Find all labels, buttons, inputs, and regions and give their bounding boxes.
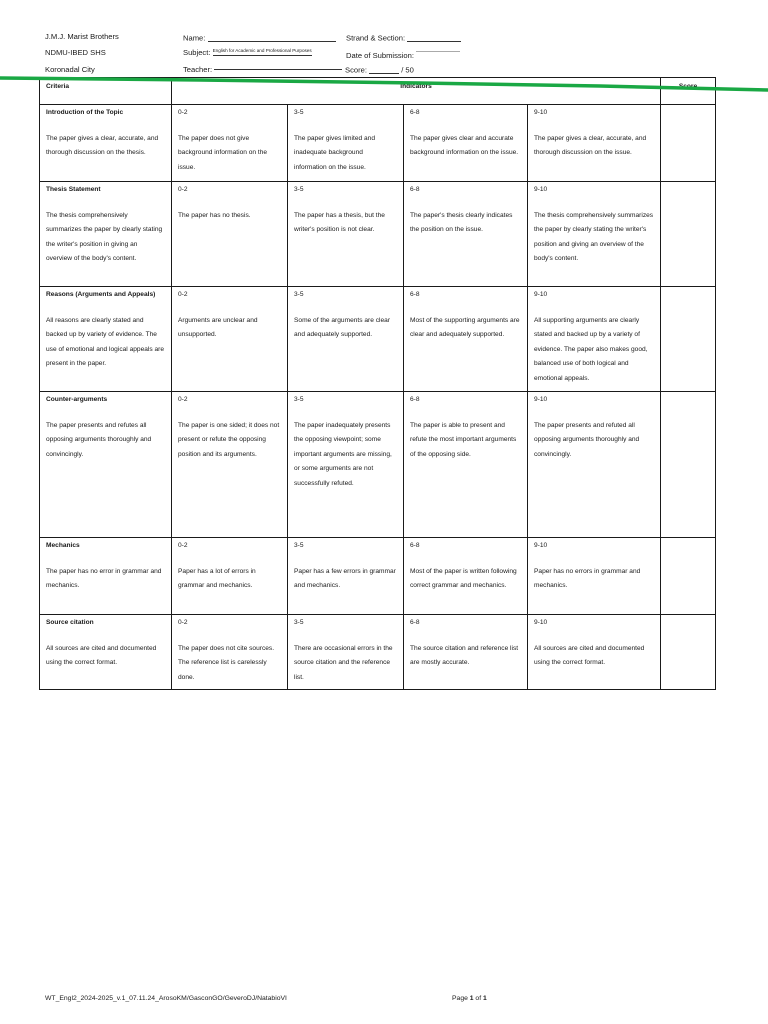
criteria-cell [40,538,172,615]
indicator-range: 6-8 [410,291,420,298]
criteria-description: All reasons are clearly stated and backed up by variety of evidence. The use of emotional and logical appeals are present in the paper. [46,316,165,367]
cell-spacer [46,303,165,314]
indicator-range: 0-2 [178,291,188,298]
cell-spacer [534,121,654,132]
name-label: Name: [183,33,206,43]
cell-spacer [534,198,654,209]
indicator-text: Most of the supporting arguments are clear and adequately supported. [410,316,520,338]
date-field[interactable] [346,49,460,60]
criteria-cell [40,105,172,182]
indicator-text: The paper does not cite sources. The reference list is carelessly done. [178,644,275,681]
cell-spacer [294,303,397,314]
date-label: Date of Submission: [346,51,414,60]
rubric-row [40,287,716,392]
indicator-cell [172,392,288,538]
name-blank[interactable] [208,33,336,42]
rubric-row [40,105,716,182]
criteria-description: The paper presents and refutes all opposing arguments thoroughly and convincingly. [46,421,152,458]
strand-blank[interactable] [407,33,461,42]
cell-spacer [178,631,281,642]
indicator-text: Paper has no errors in grammar and mechanics. [534,567,641,589]
school-city: Koronadal City [45,65,95,74]
cell-spacer [534,408,654,419]
cell-spacer [410,554,521,565]
indicator-text: The paper gives a clear, accurate, and thorough discussion on the issue. [534,134,647,156]
page-total: 1 [483,995,487,1002]
cell-spacer [46,121,165,132]
indicator-cell [288,182,404,287]
cell-spacer [294,121,397,132]
cell-spacer [534,631,654,642]
indicator-text: The thesis comprehensively summarizes the paper by clearly stating the writer's position and giving an overview of the body's content. [534,211,654,262]
indicator-cell [404,182,528,287]
criteria-header: Criteria [40,78,172,105]
indicator-range: 6-8 [410,542,420,549]
criteria-title: Counter-arguments [46,396,108,403]
indicator-text: The paper presents and refuted all opposing arguments thoroughly and convincingly. [534,421,640,458]
indicator-text: The paper's thesis clearly indicates the position on the issue. [410,211,513,233]
page-number: 1 [469,995,474,1002]
cell-spacer [410,303,521,314]
indicator-text: The source citation and reference list are mostly accurate. [410,644,519,666]
indicator-cell [404,615,528,690]
criteria-cell [40,615,172,690]
cell-spacer [410,631,521,642]
page-of: of [473,995,483,1002]
rubric-table [39,77,716,690]
indicator-range: 3-5 [294,619,304,626]
teacher-label: Teacher: [183,65,213,74]
criteria-description: All sources are cited and documented using the correct format. [46,644,157,666]
indicator-range: 3-5 [294,109,304,116]
rubric-row [40,182,716,287]
indicator-text: All supporting arguments are clearly stated and backed up by a variety of evidence. The paper also makes good, balanced use of both logical and emotional appeals. [534,316,648,382]
indicator-range: 6-8 [410,619,420,626]
indicator-range: 0-2 [178,109,188,116]
indicator-range: 9-10 [534,619,548,626]
cell-spacer [410,198,521,209]
indicator-cell [288,287,404,392]
indicator-text: The paper gives clear and accurate background information on the issue. [410,134,519,156]
cell-spacer [178,121,281,132]
rubric-body [40,105,716,690]
criteria-title: Source citation [46,619,94,626]
indicator-cell [528,182,661,287]
criteria-cell [40,182,172,287]
indicator-range: 9-10 [534,396,548,403]
cell-spacer [46,631,165,642]
criteria-description: The thesis comprehensively summarizes the paper by clearly stating the writer's position in giving an overview of the body's content. [46,211,163,262]
rubric-row [40,615,716,690]
indicator-cell [528,392,661,538]
cell-spacer [410,408,521,419]
indicator-cell [404,287,528,392]
indicators-header: Indicators [172,78,661,105]
school-name: J.M.J. Marist Brothers [45,32,119,41]
score-label: Score: [345,65,367,75]
indicator-cell [172,182,288,287]
indicator-cell [288,392,404,538]
cell-spacer [178,554,281,565]
indicator-range: 6-8 [410,186,420,193]
rubric-row [40,392,716,538]
score-cell[interactable] [661,615,716,690]
name-field[interactable] [183,33,336,42]
indicator-text: The paper does not give background information on the issue. [178,134,268,171]
indicator-cell [528,105,661,182]
indicator-text: The paper has a thesis, but the writer's position is not clear. [294,211,385,233]
cell-spacer [46,408,165,419]
school-unit: NDMU-IBED SHS [45,48,106,57]
indicator-text: Paper has a lot of errors in grammar and mechanics. [178,567,256,589]
criteria-title: Thesis Statement [46,186,101,193]
cell-spacer [410,121,521,132]
page-indicator [452,995,487,1002]
indicator-text: The paper has no thesis. [178,211,251,219]
doc-code: WT_Engl2_2024-2025_v.1_07.11.24_ArosoKM/GasconGO/GeveroDJ/NatabioVI [45,995,287,1002]
teacher-field[interactable] [183,65,342,74]
indicator-range: 0-2 [178,542,188,549]
cell-spacer [294,554,397,565]
criteria-description: The paper has no error in grammar and mechanics. [46,567,162,589]
cell-spacer [534,554,654,565]
indicator-text: All sources are cited and documented using the correct format. [534,644,645,666]
indicator-cell [528,615,661,690]
strand-label: Strand & Section: [346,33,406,43]
indicator-text: There are occasional errors in the source citation and the reference list. [294,644,393,681]
cell-spacer [46,554,165,565]
cell-spacer [294,631,397,642]
indicator-text: The paper gives limited and inadequate background information on the issue. [294,134,376,171]
indicator-cell [404,105,528,182]
cell-spacer [294,198,397,209]
indicator-cell [404,392,528,538]
indicator-range: 3-5 [294,186,304,193]
strand-field[interactable] [346,33,461,42]
indicator-range: 6-8 [410,109,420,116]
rubric-row [40,538,716,615]
indicator-cell [528,287,661,392]
criteria-title: Introduction of the Topic [46,109,124,116]
criteria-cell [40,392,172,538]
indicator-range: 0-2 [178,396,188,403]
indicator-text: Some of the arguments are clear and adequately supported. [294,316,391,338]
date-blank[interactable] [416,49,460,52]
indicator-cell [288,538,404,615]
indicator-range: 0-2 [178,186,188,193]
score-field[interactable] [345,65,414,74]
indicator-text: The paper inadequately presents the opposing viewpoint; some important arguments are missing, or some arguments are not successfully refuted. [294,421,392,487]
score-cell[interactable] [661,105,716,182]
indicator-range: 0-2 [178,619,188,626]
criteria-title: Reasons (Arguments and Appeals) [46,291,156,298]
indicator-range: 9-10 [534,542,548,549]
indicator-range: 9-10 [534,291,548,298]
score-header: Score [661,78,716,105]
indicator-cell [288,105,404,182]
cell-spacer [178,303,281,314]
indicator-cell [528,538,661,615]
rubric-header-row [40,78,716,105]
score-cell[interactable] [661,538,716,615]
indicator-range: 3-5 [294,291,304,298]
indicator-cell [172,615,288,690]
criteria-description: The paper gives a clear, accurate, and thorough discussion on the thesis. [46,134,159,156]
subject-field [183,49,312,57]
page-prefix: Page [452,995,470,1002]
indicator-cell [288,615,404,690]
indicator-range: 9-10 [534,186,548,193]
indicator-range: 3-5 [294,396,304,403]
criteria-title: Mechanics [46,542,80,549]
indicator-cell [172,105,288,182]
indicator-text: The paper is one sided; it does not present or refute the opposing position and its arguments. [178,421,280,458]
score-blank[interactable] [369,65,399,74]
score-cell[interactable] [661,392,716,538]
criteria-cell [40,287,172,392]
indicator-text: Arguments are unclear and unsupported. [178,316,258,338]
indicator-cell [404,538,528,615]
indicator-cell [172,287,288,392]
cell-spacer [178,408,281,419]
subject-value: English for Academic and Professional Purposes [213,49,312,56]
indicator-text: The paper is able to present and refute the most important arguments of the opposing side. [410,421,517,458]
indicator-text: Most of the paper is written following correct grammar and mechanics. [410,567,517,589]
cell-spacer [46,198,165,209]
score-cell[interactable] [661,287,716,392]
cell-spacer [534,303,654,314]
cell-spacer [178,198,281,209]
indicator-range: 3-5 [294,542,304,549]
indicator-range: 6-8 [410,396,420,403]
indicator-range: 9-10 [534,109,548,116]
teacher-blank[interactable] [214,65,342,70]
score-cell[interactable] [661,182,716,287]
subject-label: Subject: [183,48,211,57]
indicator-text: Paper has a few errors in grammar and mechanics. [294,567,396,589]
indicator-cell [172,538,288,615]
cell-spacer [294,408,397,419]
score-total: / 50 [401,65,414,75]
